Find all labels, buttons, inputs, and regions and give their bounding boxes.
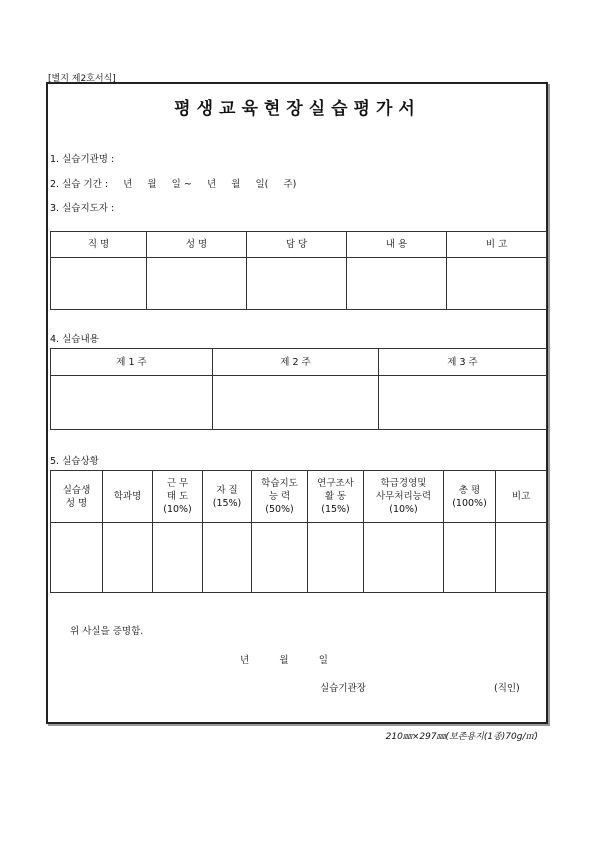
eval-header-management-l1: 학급경영및 bbox=[380, 478, 427, 489]
name-cell[interactable] bbox=[147, 258, 247, 310]
eval-header-dept bbox=[103, 471, 153, 523]
eval-header-remarks-l1: 비고 bbox=[511, 491, 531, 502]
certification-signer: 실습기관장 bbox=[320, 683, 366, 694]
charge-cell[interactable] bbox=[247, 258, 347, 310]
eval-header-overall-l2: (100%) bbox=[452, 497, 487, 509]
eval-header-teaching-l3: (50%) bbox=[265, 504, 294, 515]
position-cell[interactable] bbox=[51, 258, 147, 310]
form-label: [별지 제2호서식] bbox=[48, 74, 116, 84]
remarks-cell[interactable] bbox=[447, 258, 547, 310]
eval-header-student-l1: 실습생 bbox=[62, 484, 91, 496]
section4-heading: 4. 실습내용 bbox=[50, 334, 99, 345]
header-content: 내 용 bbox=[347, 232, 447, 258]
eval-header-aptitude-l2: (15%) bbox=[212, 497, 242, 509]
eval-header-management-l3: (10%) bbox=[389, 504, 418, 515]
eval-overall-cell[interactable] bbox=[444, 523, 496, 593]
eval-attendance-cell[interactable] bbox=[153, 523, 203, 593]
eval-header-attendance-l1: 근 무 bbox=[166, 478, 189, 489]
period-field: 2. 실습 기간 : 년 월 일 ~ 년 월 일( 주) bbox=[50, 179, 297, 190]
header-charge: 담 당 bbox=[247, 232, 347, 258]
eval-header-teaching-l2: 능 력 bbox=[268, 491, 291, 502]
eval-remarks-cell[interactable] bbox=[496, 523, 547, 593]
week3-header: 제 3 주 bbox=[379, 349, 547, 376]
eval-header-student-l2: 성 명 bbox=[65, 497, 88, 509]
eval-header-teaching-l1: 학습지도 bbox=[261, 478, 298, 489]
eval-header-attendance-l2: 태 도 bbox=[166, 491, 189, 502]
eval-header-teaching bbox=[252, 471, 308, 523]
supervisor-table bbox=[50, 231, 547, 310]
eval-student-cell[interactable] bbox=[51, 523, 103, 593]
institution-field: 1. 실습기관명 : bbox=[50, 154, 115, 165]
eval-management-cell[interactable] bbox=[364, 523, 444, 593]
content-cell[interactable] bbox=[347, 258, 447, 310]
eval-teaching-cell[interactable] bbox=[252, 523, 308, 593]
section5-heading: 5. 실습상황 bbox=[50, 456, 99, 467]
eval-header-attendance bbox=[153, 471, 203, 523]
certification-date: 년 월 일 bbox=[240, 655, 328, 666]
page-title: 평생교육현장실습평가서 bbox=[174, 99, 421, 119]
eval-header-management bbox=[364, 471, 444, 523]
header-name: 성 명 bbox=[147, 232, 247, 258]
header-position: 직 명 bbox=[51, 232, 147, 258]
eval-header-attendance-l3: (10%) bbox=[163, 504, 192, 515]
eval-dept-cell[interactable] bbox=[103, 523, 153, 593]
eval-header-research-l1: 연구조사 bbox=[317, 478, 354, 489]
eval-header-research bbox=[308, 471, 364, 523]
eval-header-aptitude-l1: 자 질 bbox=[216, 484, 238, 496]
evaluation-table bbox=[50, 470, 547, 593]
eval-header-research-l2: 활 동 bbox=[324, 491, 347, 502]
certification-seal: (직인) bbox=[494, 683, 520, 694]
eval-header-aptitude bbox=[203, 471, 252, 523]
eval-header-management-l2: 사무처리능력 bbox=[375, 491, 432, 502]
eval-research-cell[interactable] bbox=[308, 523, 364, 593]
eval-header-overall bbox=[444, 471, 496, 523]
supervisor-field: 3. 실습지도자 : bbox=[50, 203, 115, 214]
eval-header-dept-l1: 학과명 bbox=[113, 491, 142, 502]
paper-spec-footer: 210㎜×297㎜(보존용지(1종)70g/㎡) bbox=[385, 732, 538, 742]
week1-header: 제 1 주 bbox=[51, 349, 213, 376]
eval-header-overall-l1: 총 평 bbox=[458, 484, 481, 496]
header-remarks: 비 고 bbox=[447, 232, 547, 258]
eval-header-research-l3: (15%) bbox=[321, 504, 350, 515]
eval-header-student bbox=[51, 471, 103, 523]
week2-header: 제 2 주 bbox=[213, 349, 379, 376]
week3-cell[interactable] bbox=[379, 376, 547, 430]
eval-aptitude-cell[interactable] bbox=[203, 523, 252, 593]
week2-cell[interactable] bbox=[213, 376, 379, 430]
certification-statement: 위 사실을 증명함. bbox=[70, 626, 144, 637]
weekly-content-table bbox=[50, 348, 547, 430]
week1-cell[interactable] bbox=[51, 376, 213, 430]
eval-header-remarks bbox=[496, 471, 547, 523]
